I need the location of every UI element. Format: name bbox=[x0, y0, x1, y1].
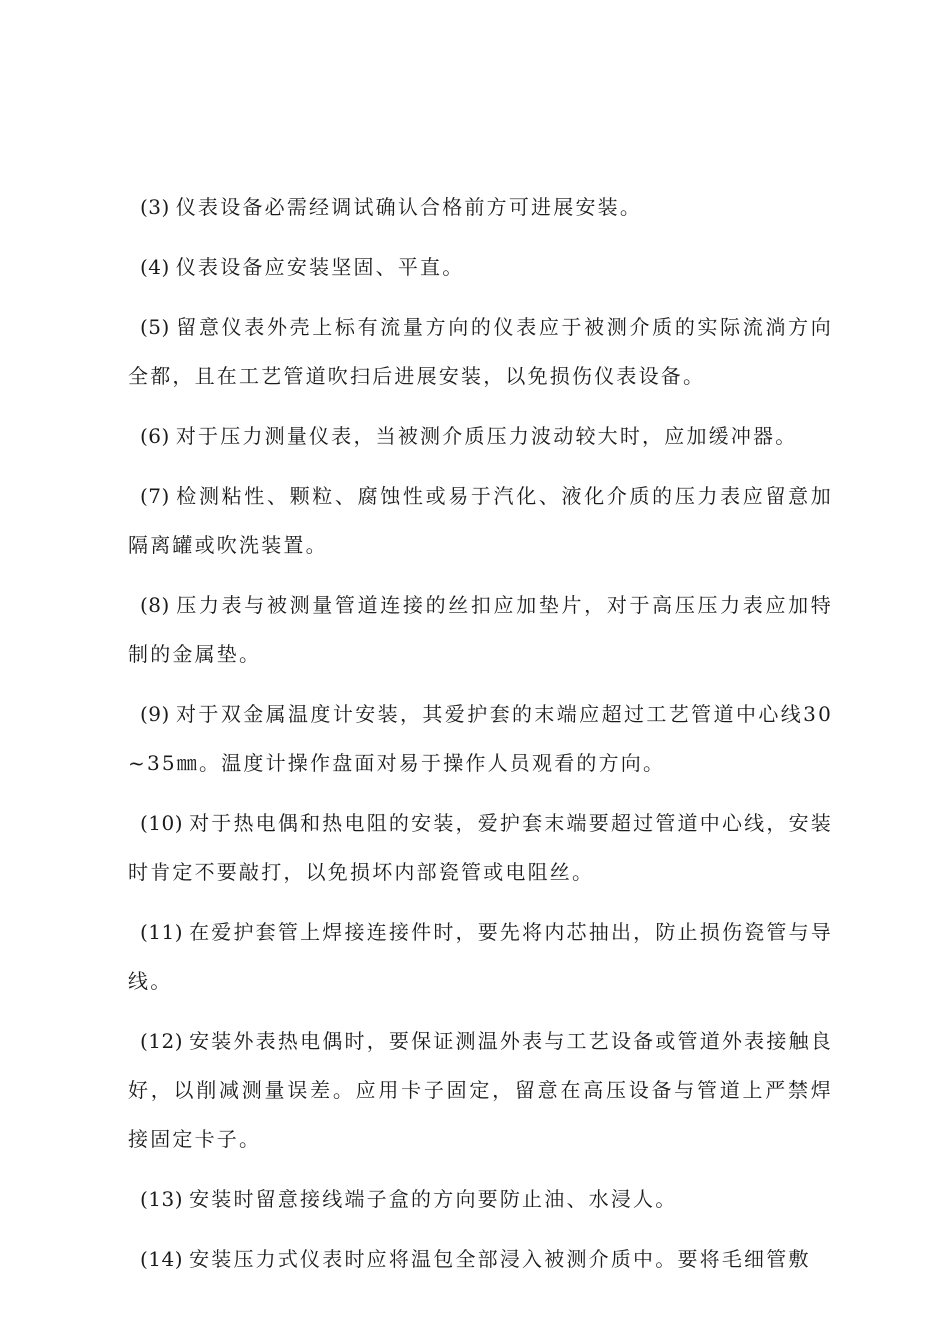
paragraph-5 bbox=[128, 303, 833, 401]
paragraph-text: 仪表设备应安装坚固、平直。 bbox=[175, 255, 465, 279]
paragraph-number: (10) bbox=[140, 811, 184, 835]
paragraph-9 bbox=[128, 690, 833, 788]
paragraph-text: 安装外表热电偶时，要保证测温外表与工艺设备或管道外表接触良好，以削减测量误差。应用卡子固定，留意在高压设备与管道上严禁焊接固定卡子。 bbox=[128, 1029, 833, 1151]
paragraph-text: 对于双金属温度计安装，其爱护套的末端应超过工艺管道中心线30~35㎜。温度计操作盘面对易于操作人员观看的方向。 bbox=[128, 702, 833, 775]
paragraph-13 bbox=[128, 1175, 833, 1224]
paragraph-12 bbox=[128, 1017, 833, 1164]
paragraph-number: (3) bbox=[140, 195, 170, 219]
paragraph-number: (7) bbox=[140, 484, 170, 508]
paragraph-number: (9) bbox=[140, 702, 170, 726]
paragraph-11 bbox=[128, 908, 833, 1006]
paragraph-text: 安装压力式仪表时应将温包全部浸入被测介质中。要将毛细管敷 bbox=[189, 1247, 811, 1271]
paragraph-text: 仪表设备必需经调试确认合格前方可进展安装。 bbox=[175, 195, 643, 219]
paragraph-number: (12) bbox=[140, 1029, 184, 1053]
document-body bbox=[128, 183, 833, 1295]
paragraph-6 bbox=[128, 412, 833, 461]
paragraph-number: (6) bbox=[140, 424, 170, 448]
paragraph-number: (8) bbox=[140, 593, 170, 617]
paragraph-8 bbox=[128, 581, 833, 679]
paragraph-number: (14) bbox=[140, 1247, 184, 1271]
paragraph-4 bbox=[128, 243, 833, 292]
paragraph-number: (5) bbox=[140, 315, 170, 339]
paragraph-10 bbox=[128, 799, 833, 897]
paragraph-number: (13) bbox=[140, 1187, 184, 1211]
paragraph-14 bbox=[128, 1235, 833, 1284]
paragraph-number: (4) bbox=[140, 255, 170, 279]
paragraph-number: (11) bbox=[140, 920, 184, 944]
paragraph-7 bbox=[128, 472, 833, 570]
paragraph-3 bbox=[128, 183, 833, 232]
paragraph-text: 压力表与被测量管道连接的丝扣应加垫片，对于高压压力表应加特制的金属垫。 bbox=[128, 593, 833, 666]
paragraph-text: 对于压力测量仪表，当被测介质压力波动较大时，应加缓冲器。 bbox=[175, 424, 798, 448]
paragraph-text: 安装时留意接线端子盒的方向要防止油、水浸人。 bbox=[189, 1187, 678, 1211]
paragraph-text: 检测粘性、颗粒、腐蚀性或易于汽化、液化介质的压力表应留意加隔离罐或吹洗装置。 bbox=[128, 484, 833, 557]
paragraph-text: 在爱护套管上焊接连接件时，要先将内芯抽出，防止损伤瓷管与导线。 bbox=[128, 920, 833, 993]
paragraph-text: 对于热电偶和热电阻的安装，爱护套末端要超过管道中心线，安装时肯定不要敲打，以免损坏内部瓷管或电阻丝。 bbox=[128, 811, 833, 884]
paragraph-text: 留意仪表外壳上标有流量方向的仪表应于被测介质的实际流淌方向全都，且在工艺管道吹扫后进展安装，以免损伤仪表设备。 bbox=[128, 315, 833, 388]
